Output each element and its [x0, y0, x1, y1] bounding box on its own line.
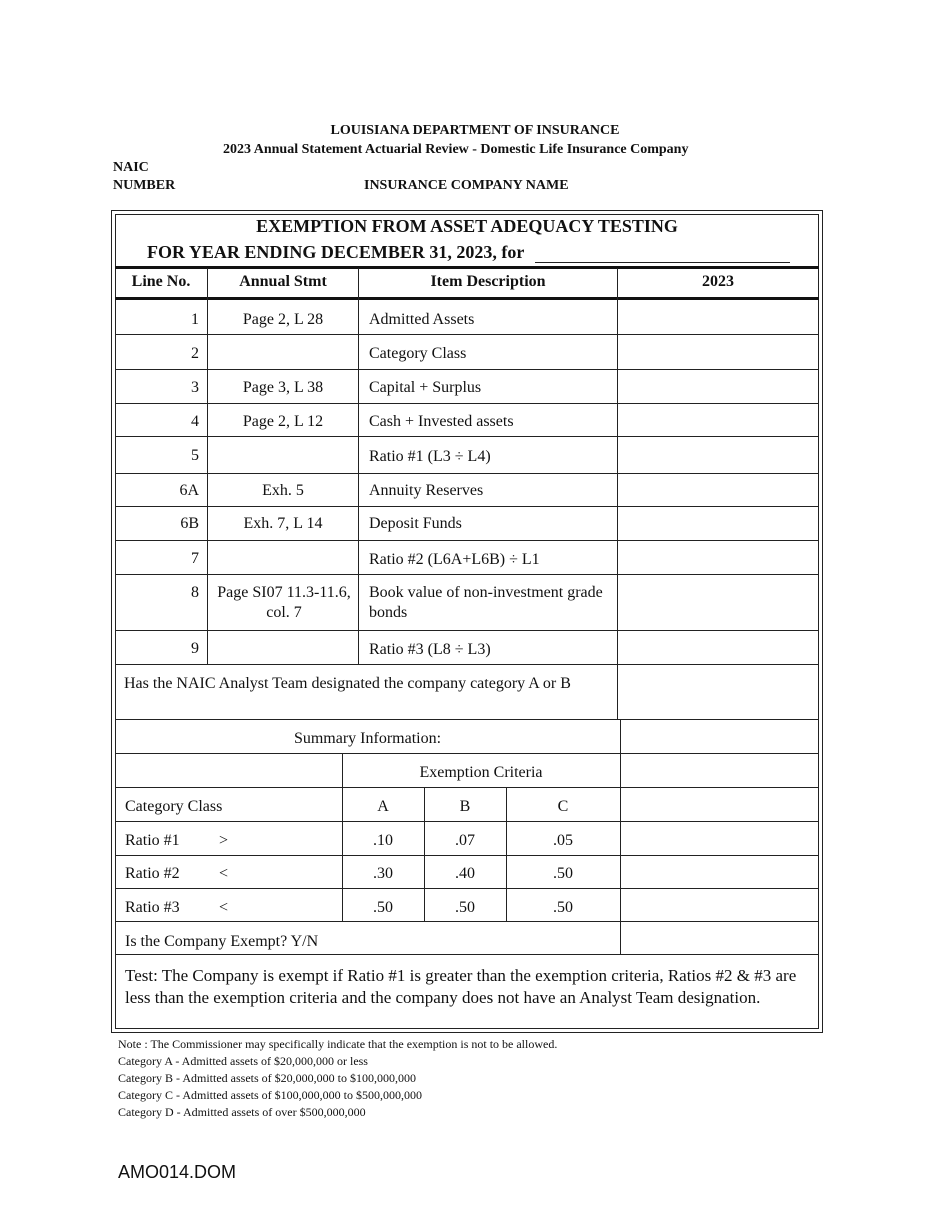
value-cell-2023[interactable] — [618, 299, 818, 333]
annual-stmt-ref: Page SI07 11.3-11.6, col. 7 — [217, 584, 351, 621]
line-number: 8 — [191, 584, 199, 601]
exempt-question: Is the Company Exempt? Y/N — [125, 933, 319, 950]
criteria-b-value: .07 — [455, 832, 475, 849]
category-class-label: Category Class — [125, 798, 223, 815]
row-divider — [115, 787, 819, 788]
line-number: 7 — [191, 550, 199, 567]
test-description: Test: The Company is exempt if Ratio #1 is greater than the exemption criteria, Ratios #2 & #3 are less than the exemption criteria and the company does not have an Analyst Team designation. — [125, 966, 797, 1007]
criteria-c-value: .50 — [553, 865, 573, 882]
row-divider — [115, 821, 819, 822]
line-number: 6B — [180, 515, 199, 532]
summary-information-label: Summary Information: — [293, 730, 442, 747]
category-a-header: A — [377, 798, 389, 815]
form-title: EXEMPTION FROM ASSET ADEQUACY TESTING — [256, 216, 678, 236]
line-number: 2 — [191, 345, 199, 362]
note-category-d: Category D - Admitted assets of over $500,000,000 — [118, 1105, 366, 1119]
department-title: LOUISIANA DEPARTMENT OF INSURANCE — [330, 123, 620, 138]
col-divider — [358, 268, 359, 664]
annual-stmt-ref: Exh. 5 — [262, 482, 304, 499]
line-number: 4 — [191, 413, 199, 430]
comparison-operator: > — [219, 832, 229, 849]
row-divider — [115, 888, 819, 889]
category-c-header: C — [557, 798, 569, 815]
ratio-label: Ratio #3 — [125, 899, 180, 916]
value-cell-2023[interactable] — [618, 370, 818, 402]
company-name-label: INSURANCE COMPANY NAME — [364, 178, 569, 193]
item-description: Book value of non-investment grade bonds — [369, 584, 603, 621]
item-description: Annuity Reserves — [369, 482, 484, 499]
row-divider — [115, 954, 819, 955]
line-number: 6A — [179, 482, 199, 499]
line-number: 5 — [191, 447, 199, 464]
naic-label: NAIC — [113, 160, 149, 175]
ratio-label: Ratio #1 — [125, 832, 180, 849]
line-number: 3 — [191, 379, 199, 396]
value-cell-2023[interactable] — [618, 335, 818, 368]
exempt-answer-cell[interactable] — [621, 922, 818, 953]
note-category-c: Category C - Admitted assets of $100,000,000 to $500,000,000 — [118, 1088, 422, 1102]
category-b-header: B — [459, 798, 471, 815]
naic-number-label: NUMBER — [113, 178, 176, 193]
item-description: Cash + Invested assets — [369, 413, 514, 430]
criteria-c-value: .50 — [553, 899, 573, 916]
item-description: Capital + Surplus — [369, 379, 482, 396]
value-cell-2023[interactable] — [618, 404, 818, 435]
note-category-a: Category A - Admitted assets of $20,000,000 or less — [118, 1054, 368, 1068]
item-description: Admitted Assets — [369, 311, 475, 328]
value-cell-2023[interactable] — [618, 474, 818, 505]
value-cell-2023[interactable] — [618, 507, 818, 539]
form-year-line: FOR YEAR ENDING DECEMBER 31, 2023, for — [147, 242, 525, 262]
comparison-operator: < — [219, 899, 229, 916]
note-commissioner: Note : The Commissioner may specifically indicate that the exemption is not to be allowed. — [118, 1037, 558, 1051]
company-name-blank[interactable] — [535, 262, 790, 263]
col-annual-stmt: Annual Stmt — [239, 273, 327, 290]
annual-stmt-ref: Page 3, L 38 — [242, 379, 324, 396]
item-description: Deposit Funds — [369, 515, 462, 532]
col-line-no: Line No. — [131, 273, 191, 290]
line-number: 9 — [191, 640, 199, 657]
row-divider — [115, 753, 819, 754]
item-description: Ratio #3 (L8 ÷ L3) — [369, 641, 491, 658]
criteria-a-value: .10 — [373, 832, 393, 849]
col-item-description: Item Description — [430, 273, 546, 290]
value-cell-2023[interactable] — [618, 575, 818, 629]
value-cell-2023[interactable] — [618, 631, 818, 663]
col-divider — [620, 720, 621, 954]
exemption-criteria-label: Exemption Criteria — [419, 764, 543, 781]
value-cell-2023[interactable] — [618, 437, 818, 472]
form-code: AMO014.DOM — [118, 1162, 237, 1182]
line-number: 1 — [191, 311, 199, 328]
analyst-team-question: Has the NAIC Analyst Team designated the company category A or B — [124, 675, 571, 692]
criteria-a-value: .50 — [373, 899, 393, 916]
form-subtitle: 2023 Annual Statement Actuarial Review - Domestic Life Insurance Company — [223, 142, 689, 157]
row-divider — [115, 855, 819, 856]
criteria-c-value: .05 — [553, 832, 573, 849]
value-cell-2023[interactable] — [618, 541, 818, 573]
title-rule — [115, 266, 819, 269]
row-divider — [115, 719, 819, 720]
item-description: Ratio #2 (L6A+L6B) ÷ L1 — [369, 551, 540, 568]
item-description: Ratio #1 (L3 ÷ L4) — [369, 448, 491, 465]
item-description: Category Class — [369, 345, 467, 362]
annual-stmt-ref: Exh. 7, L 14 — [243, 515, 323, 532]
col-2023: 2023 — [702, 273, 734, 290]
criteria-b-value: .40 — [455, 865, 475, 882]
criteria-a-value: .30 — [373, 865, 393, 882]
ratio-label: Ratio #2 — [125, 865, 180, 882]
annual-stmt-ref: Page 2, L 28 — [242, 311, 324, 328]
note-category-b: Category B - Admitted assets of $20,000,000 to $100,000,000 — [118, 1071, 416, 1085]
analyst-team-answer-cell[interactable] — [618, 665, 818, 719]
comparison-operator: < — [219, 865, 229, 882]
criteria-b-value: .50 — [455, 899, 475, 916]
annual-stmt-ref: Page 2, L 12 — [242, 413, 324, 430]
